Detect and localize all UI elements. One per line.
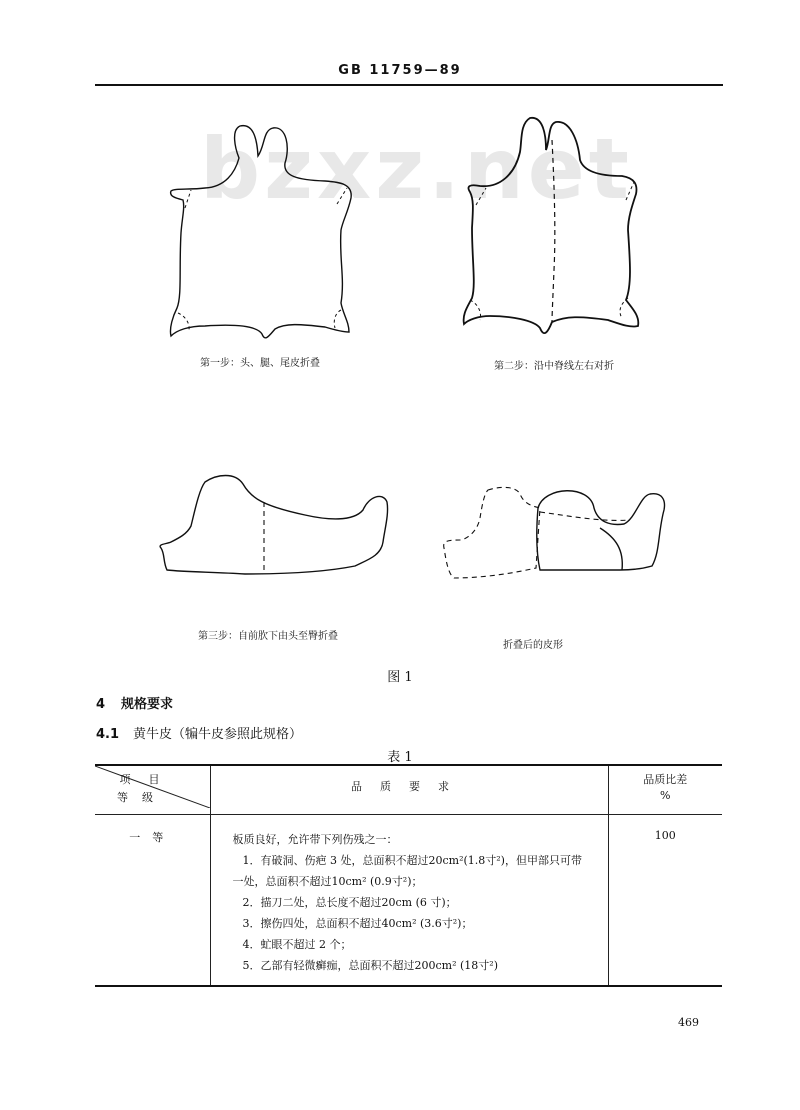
section-number: 4 xyxy=(96,697,106,712)
table-caption: 表 1 xyxy=(387,750,413,765)
grade-cell: 一等 xyxy=(95,815,210,987)
quality-difference-unit: % xyxy=(660,789,671,802)
section-title: 规格要求 xyxy=(121,697,174,712)
requirement-cell xyxy=(210,815,608,987)
figure-caption-step-1: 第一步：头、腿、尾皮折叠 xyxy=(200,358,320,369)
subsection-title: 黄牛皮（犏牛皮参照此规格） xyxy=(133,727,303,742)
subsection-heading xyxy=(96,723,302,742)
requirement-line: 一处，总面积不超过10cm² (0.9寸²)； xyxy=(232,875,423,888)
grade-spec-table xyxy=(95,764,722,987)
item-header: 项目 xyxy=(119,773,178,786)
page-number: 469 xyxy=(678,1016,699,1029)
requirement-line: 2．描刀二处，总长度不超过20cm (6 寸)； xyxy=(242,896,457,909)
hide-step-1-diagram xyxy=(165,118,375,348)
requirement-line: 3．擦伤四处，总面积不超过40cm² (3.6寸²)； xyxy=(242,917,473,930)
figure-caption-step-3: 第三步：自前肷下由头至臀折叠 xyxy=(198,631,338,642)
hide-folded-diagram xyxy=(440,482,670,582)
subsection-number: 4.1 xyxy=(96,727,120,742)
requirement-line: 板质良好，允许带下列伤残之一： xyxy=(232,833,398,846)
hide-step-2-diagram xyxy=(460,110,650,345)
table-row xyxy=(95,815,722,987)
section-heading xyxy=(96,693,173,712)
table-header-row xyxy=(95,765,722,815)
figure-label: 图 1 xyxy=(387,670,413,685)
quality-difference-cell: 100 xyxy=(608,815,722,987)
quality-difference-header xyxy=(608,765,722,815)
figure-caption-step-2: 第二步：沿中脊线左右对折 xyxy=(494,361,614,372)
requirement-line: 1．有破洞、伤疤 3 处，总面积不超过20cm²(1.8寸²)，但甲部只可带 xyxy=(242,854,582,867)
watermark: bzxz.net xyxy=(200,120,633,218)
requirement-line: 5．乙部有轻微癣痂，总面积不超过200cm² (18寸²) xyxy=(242,959,498,972)
requirement-line: 4．虻眼不超过 2 个； xyxy=(242,938,352,951)
header-rule xyxy=(95,84,723,86)
quality-difference-label: 品质比差 xyxy=(643,773,688,786)
hide-step-3-diagram xyxy=(155,470,395,585)
requirement-header: 品质要求 xyxy=(210,765,608,815)
figure-caption-folded: 折叠后的皮形 xyxy=(503,640,563,651)
grade-header: 等级 xyxy=(117,791,167,804)
standard-number: GB 11759—89 xyxy=(338,63,462,78)
corner-header xyxy=(95,765,210,815)
